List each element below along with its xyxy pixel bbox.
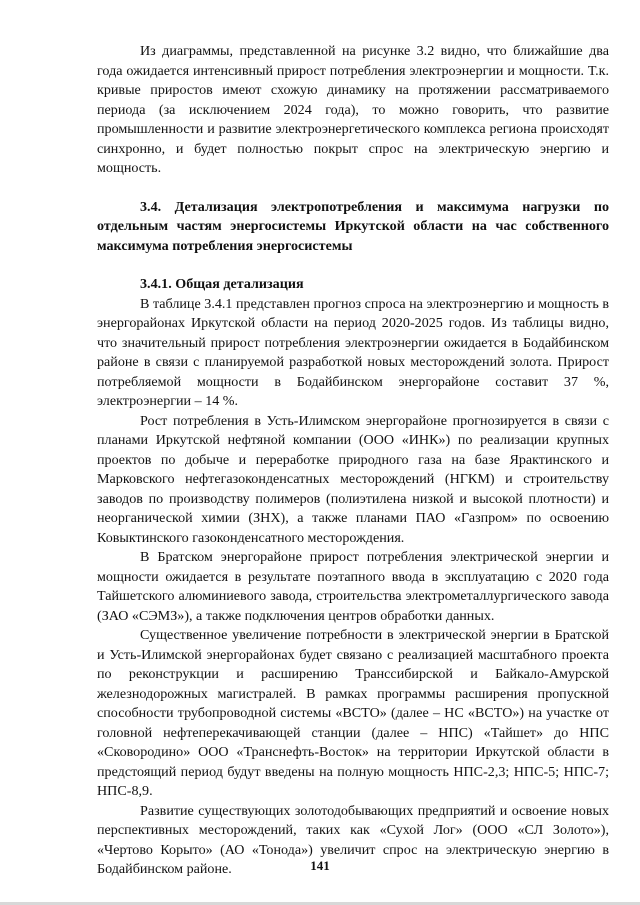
subsection-heading: 3.4.1. Общая детализация (140, 276, 304, 292)
section-heading: 3.4. Детализация электропотребления и максимума нагрузки по отдельным частям энергосистемы Иркутской области на час собственного максимума потребления энергосистемы (97, 198, 609, 254)
document-page (97, 42, 609, 880)
page-number: 141 (310, 858, 330, 873)
body-paragraph-5: Развитие существующих золотодобывающих предприятий и освоение новых перспективных месторождений, таких как «Сухой Лог» (ООО «СЛ Золото»), «Чертово Корыто» (АО «Тонода») увеличит спрос на электрическую энергию в Бодайбинском районе. (97, 802, 609, 877)
body-paragraph-1: В таблице 3.4.1 представлен прогноз спроса на электроэнергию и мощность в энергорайонах Иркутской области на период 2020-2025 годов. Из таблицы видно, что значительный прирост потребления электроэнергии ожидается в Бодайбинском районе в связи с планируемой разработкой новых месторождений золота. Прирост потребляемой мощности в Бодайбинском энергорайоне составит 37 %, электроэнергии – 14 %. (97, 295, 609, 409)
intro-paragraph: Из диаграммы, представленной на рисунке 3.2 видно, что ближайшие два года ожидается интенсивный прирост потребления электроэнергии и мощности. Т.к. кривые приростов имеют схожую динамику на протяжении рассматриваемого периода (за исключением 2024 года), то можно говорить, что развитие промышленности и развитие электроэнергетического комплекса региона происходят синхронно, и будет полностью покрыт спрос на электрическую энергию и мощность. (97, 43, 609, 176)
body-paragraph-2: Рост потребления в Усть-Илимском энергорайоне прогнозируется в связи с планами Иркутской нефтяной компании (ООО «ИНК») по реализации крупных проектов по добыче и переработке природного газа на базе Ярактинского и Марковского нефтегазоконденсатных месторождений (НГКМ) и строительству заводов по производству полимеров (полиэтилена низкой и высокой плотности) и неорганической химии (ЗНХ), а также планами ПАО «Газпром» по освоению Ковыктинского газоконденсатного месторождения. (97, 412, 609, 546)
body-paragraph-4: Существенное увеличение потребности в электрической энергии в Братской и Усть-Илимской энергорайонах будет связано с реализацией масштабного проекта по реконструкции и расширению Транссибирской и Байкало-Амурской железнодорожных магистралей. В рамках программы расширения пропускной способности трубопроводной системы «ВСТО» (далее – НС «ВСТО») на участке от головной нефтеперекачивающей станции (далее – НПС) «Тайшет» до НПС «Сковородино» ООО «Транснефть-Восток» на территории Иркутской области в предстоящий период будут введены на полную мощность НПС-2,3; НПС-5; НПС-7; НПС-8,9. (97, 627, 609, 799)
body-paragraph-3: В Братском энергорайоне прирост потребления электрической энергии и мощности ожидается в результате поэтапного ввода в эксплуатацию с 2020 года Тайшетского алюминиевого завода, строительства электрометаллургического завода (ЗАО «СЭМЗ»), а также подключения центров обработки данных. (97, 549, 609, 624)
